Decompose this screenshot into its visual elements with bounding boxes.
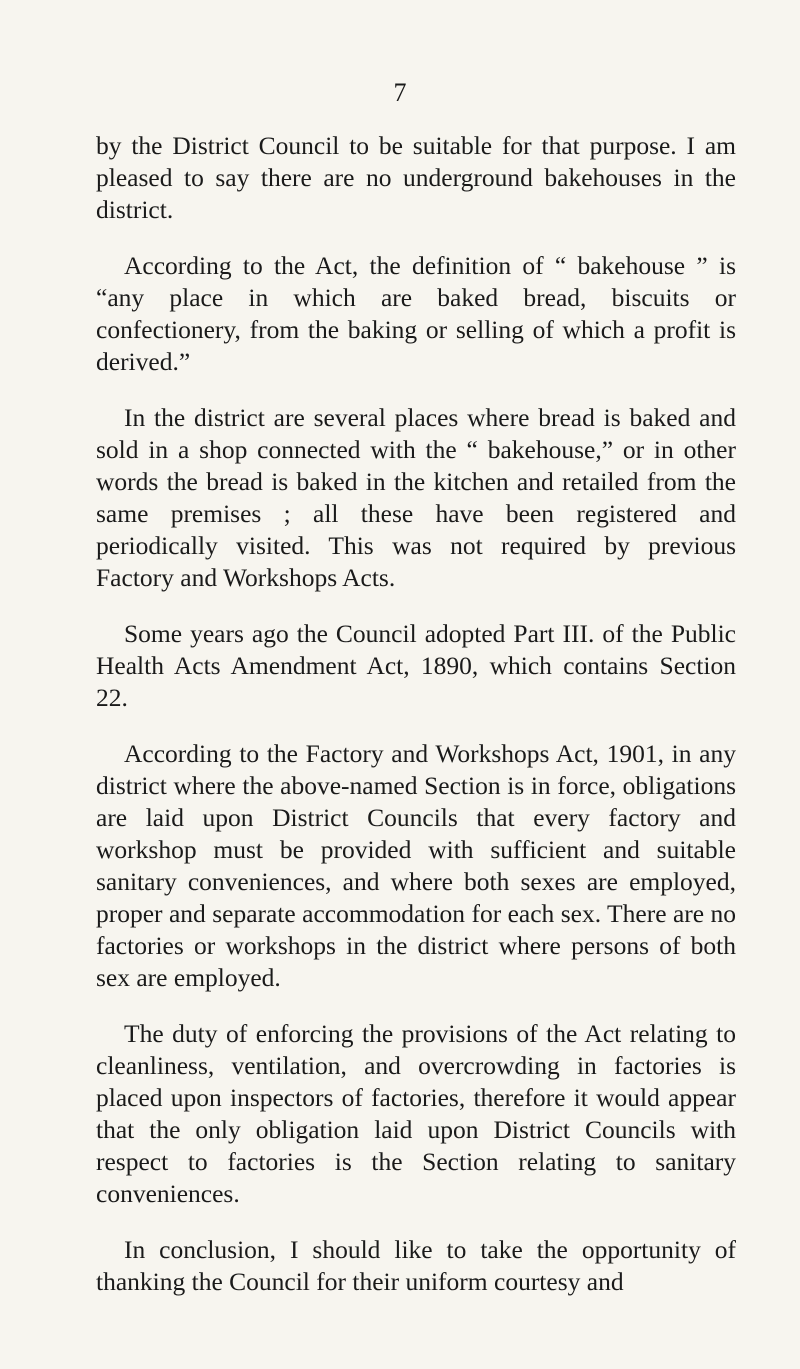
- paragraph-bakehouse-definition: According to the Act, the definition of “ bakehouse ” is “any place in which are baked bread, biscuits or confectionery, from the baking or selling of which a profit is derived.”: [96, 251, 736, 376]
- page-number: 7: [393, 78, 407, 107]
- paragraph-shop-bakehouses: In the district are several places where bread is baked and sold in a shop connected with the “ bakehouse,” or in other words the bread is baked in the kitchen and retailed from the same premises ; all these have been registered and periodically visited. This was not required by previous Factory and Workshops Acts.: [96, 403, 736, 592]
- paragraph-continuation: by the District Council to be suitable for that purpose. I am pleased to say there are no underground bakehouses in the district.: [96, 131, 736, 224]
- paragraph-factory-workshops-act: According to the Factory and Workshops Act, 1901, in any district where the above-named Section is in force, obligations are laid upon District Councils that every factory and workshop must be provided with sufficient and suitable sanitary conveniences, and where both sexes are employed, proper and separate accommodation for each sex. There are no factories or workshops in the district where persons of both sex are employed.: [96, 739, 736, 992]
- paragraph-conclusion: In conclusion, I should like to take the opportunity of thanking the Council for their uniform courtesy and: [96, 1235, 736, 1296]
- body-text: [96, 130, 736, 1322]
- paragraph-public-health-act: Some years ago the Council adopted Part III. of the Public Health Acts Amendment Act, 1890, which contains Section 22.: [96, 619, 736, 712]
- paragraph-enforcement-duty: The duty of enforcing the provisions of the Act relating to cleanliness, ventilation, and overcrowding in factories is placed upon inspectors of factories, therefore it would appear that the only obligation laid upon District Councils with respect to factories is the Section relating to sanitary conveniences.: [96, 1019, 736, 1208]
